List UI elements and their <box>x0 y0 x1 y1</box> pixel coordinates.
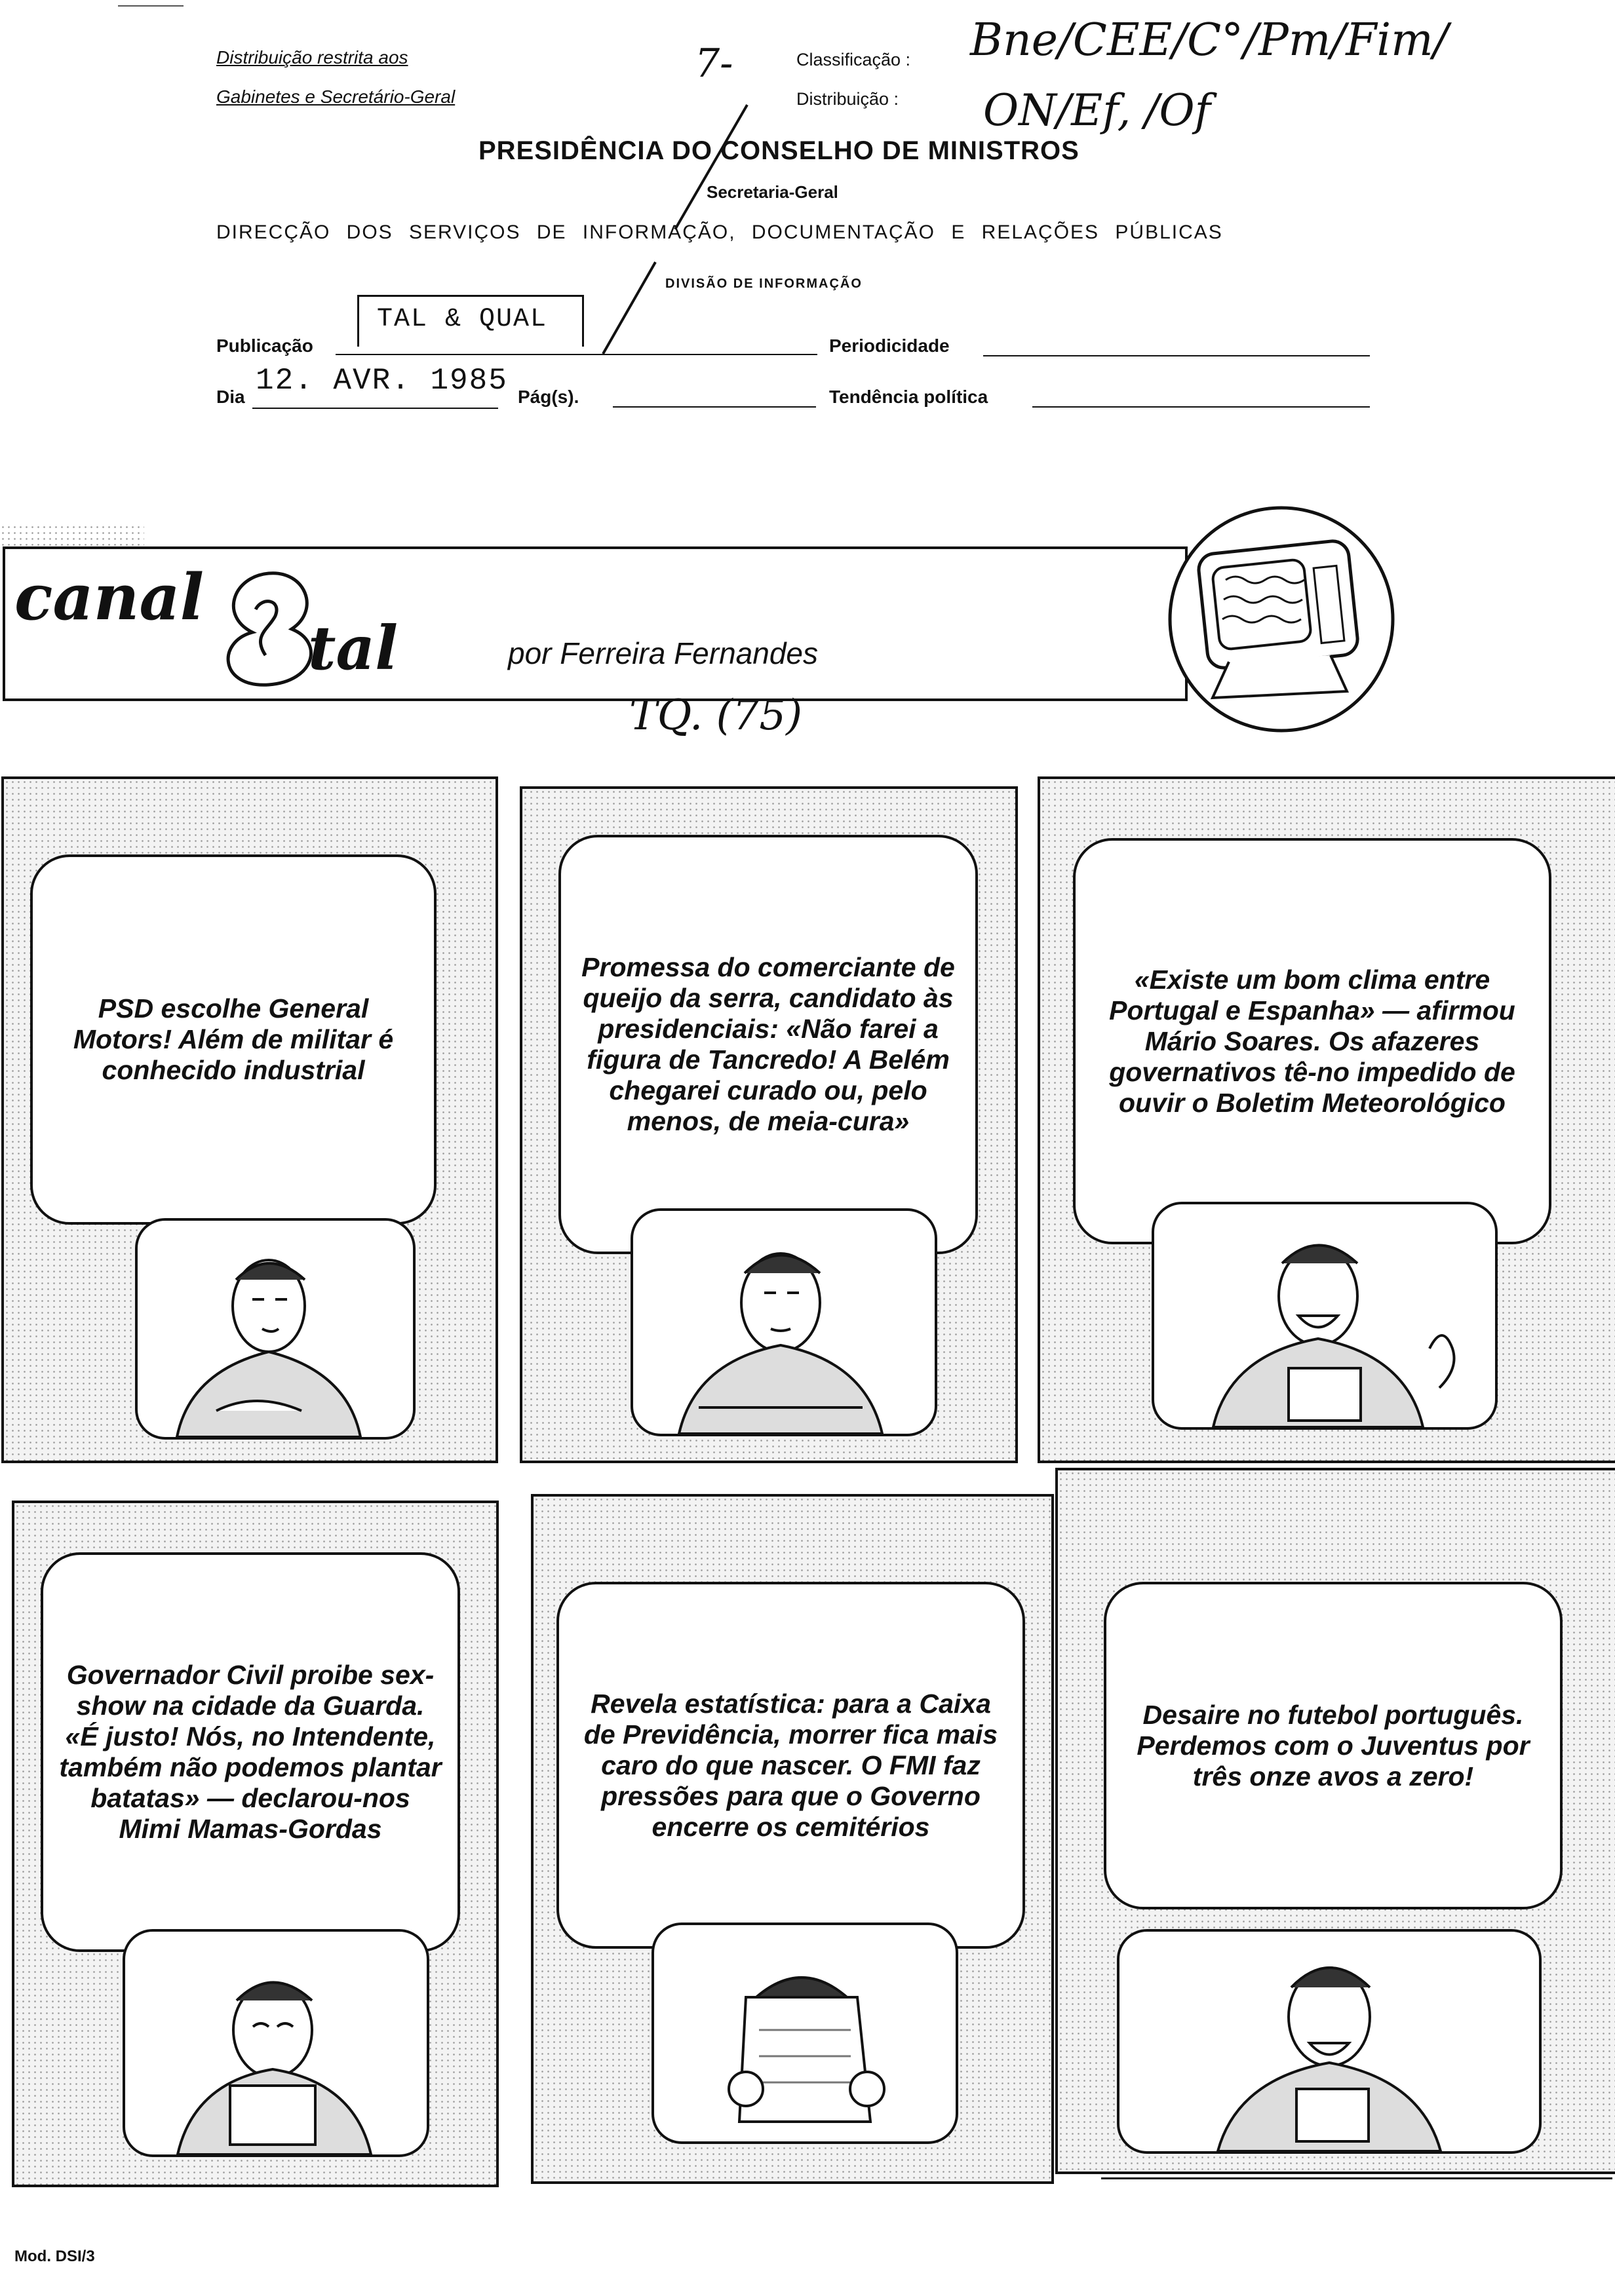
tendencia-line <box>1032 406 1370 408</box>
date-stamp: 12. AVR. 1985 <box>256 364 508 398</box>
presenter-4-drawing <box>125 1932 427 2154</box>
pags-label: Pág(s). <box>518 387 579 407</box>
distribuicao-label: Distribuição : <box>796 89 899 109</box>
speech-bubble-2 <box>558 835 978 1254</box>
comic-panel-6 <box>1055 1468 1615 2174</box>
top-rule <box>118 5 184 7</box>
classificacao-label: Classificação : <box>796 50 911 69</box>
tendencia-label: Tendência política <box>829 387 988 407</box>
speech-bubble-4 <box>41 1552 460 1952</box>
tv-screen-1 <box>135 1218 416 1440</box>
handwritten-mark: 7- <box>695 41 733 86</box>
presenter-2-drawing <box>633 1211 935 1434</box>
dia-label: Dia <box>216 387 245 407</box>
page-title: PRESIDÊNCIA DO CONSELHO DE MINISTROS <box>478 136 1080 165</box>
tv-screen-4 <box>123 1929 429 2157</box>
logo-canal: canal <box>14 560 204 634</box>
presenter-6-drawing <box>1119 1932 1539 2151</box>
panel-4-text: Governador Civil proibe sex-show na cidade da Guarda. «É justo! Nós, no Intendente, também não podemos plantar batatas» — declarou-nos Mimi Mamas-Gordas <box>59 1660 442 1844</box>
byline: por Ferreira Fernandes <box>508 636 818 670</box>
tv-screen-3 <box>1152 1202 1498 1430</box>
publicacao-line <box>336 354 817 355</box>
publication-stamp: TAL & QUAL <box>377 305 548 334</box>
comic-panel-4 <box>12 1501 499 2187</box>
speech-bubble-3 <box>1073 838 1551 1244</box>
speech-bubble-1 <box>30 854 437 1225</box>
restrict-line-1: Distribuição restrita aos <box>216 47 408 67</box>
handwritten-distribuicao: ON/Ef, /Of <box>983 85 1211 136</box>
handwritten-classificacao: Bne/CEE/C°/Pm/Fim/ <box>970 14 1449 66</box>
panel-3-text: «Existe um bom clima entre Portugal e Espanha» — afirmou Mário Soares. Os afazeres governativos tê-no impedido de ouvir o Boletim Meteorológico <box>1109 964 1515 1118</box>
tv-screen-5 <box>652 1923 958 2144</box>
restrict-line-2: Gabinetes e Secretário-Geral <box>216 86 456 107</box>
bottom-rule <box>1101 2177 1612 2179</box>
presenter-5-drawing <box>654 1925 956 2141</box>
comic-panel-2 <box>520 786 1018 1463</box>
publicacao-label: Publicação <box>216 335 313 356</box>
handwritten-note: TQ. (75) <box>629 691 803 740</box>
handwritten-slash <box>577 98 760 360</box>
tv-screen-2 <box>631 1208 937 1436</box>
tv-screen-6 <box>1117 1929 1542 2154</box>
comic-panel-3 <box>1038 776 1615 1463</box>
presenter-1-drawing <box>138 1221 413 1437</box>
form-code: Mod. DSI/3 <box>14 2248 95 2265</box>
television-icon <box>1150 488 1412 750</box>
banner-texture <box>0 524 144 549</box>
speech-bubble-5 <box>556 1582 1025 1949</box>
division-line: DIVISÃO DE INFORMAÇÃO <box>665 277 863 291</box>
periodicidade-label: Periodicidade <box>829 335 950 356</box>
directorate-line: DIRECÇÃO DOS SERVIÇOS DE INFORMAÇÃO, DOCUMENTAÇÃO E RELAÇÕES PÚBLICAS <box>216 221 1223 243</box>
logo-tal: tal <box>308 613 399 683</box>
panel-6-text: Desaire no futebol português. Perdemos com o Juventus por três onze avos a zero! <box>1137 1699 1530 1791</box>
comic-panel-5 <box>531 1494 1054 2184</box>
pags-line <box>613 406 816 408</box>
panel-2-text: Promessa do comerciante de queijo da serra, candidato às presidenciais: «Não farei a figura de Tancredo! A Belém chegarei curado ou, pelo menos, de meia-cura» <box>581 952 955 1136</box>
panel-1-text: PSD escolhe General Motors! Além de militar é conhecido industrial <box>73 993 394 1085</box>
periodicidade-line <box>983 355 1370 356</box>
panel-5-text: Revela estatística: para a Caixa de Previdência, morrer fica mais caro do que nascer. O FMI faz pressões para que o Governo encerre os cemitérios <box>583 1688 998 1842</box>
dia-line <box>252 408 498 409</box>
page-subtitle: Secretaria-Geral <box>707 182 838 202</box>
comic-panel-1 <box>1 776 498 1463</box>
speech-bubble-6 <box>1104 1582 1563 1909</box>
presenter-3-drawing <box>1154 1204 1495 1427</box>
